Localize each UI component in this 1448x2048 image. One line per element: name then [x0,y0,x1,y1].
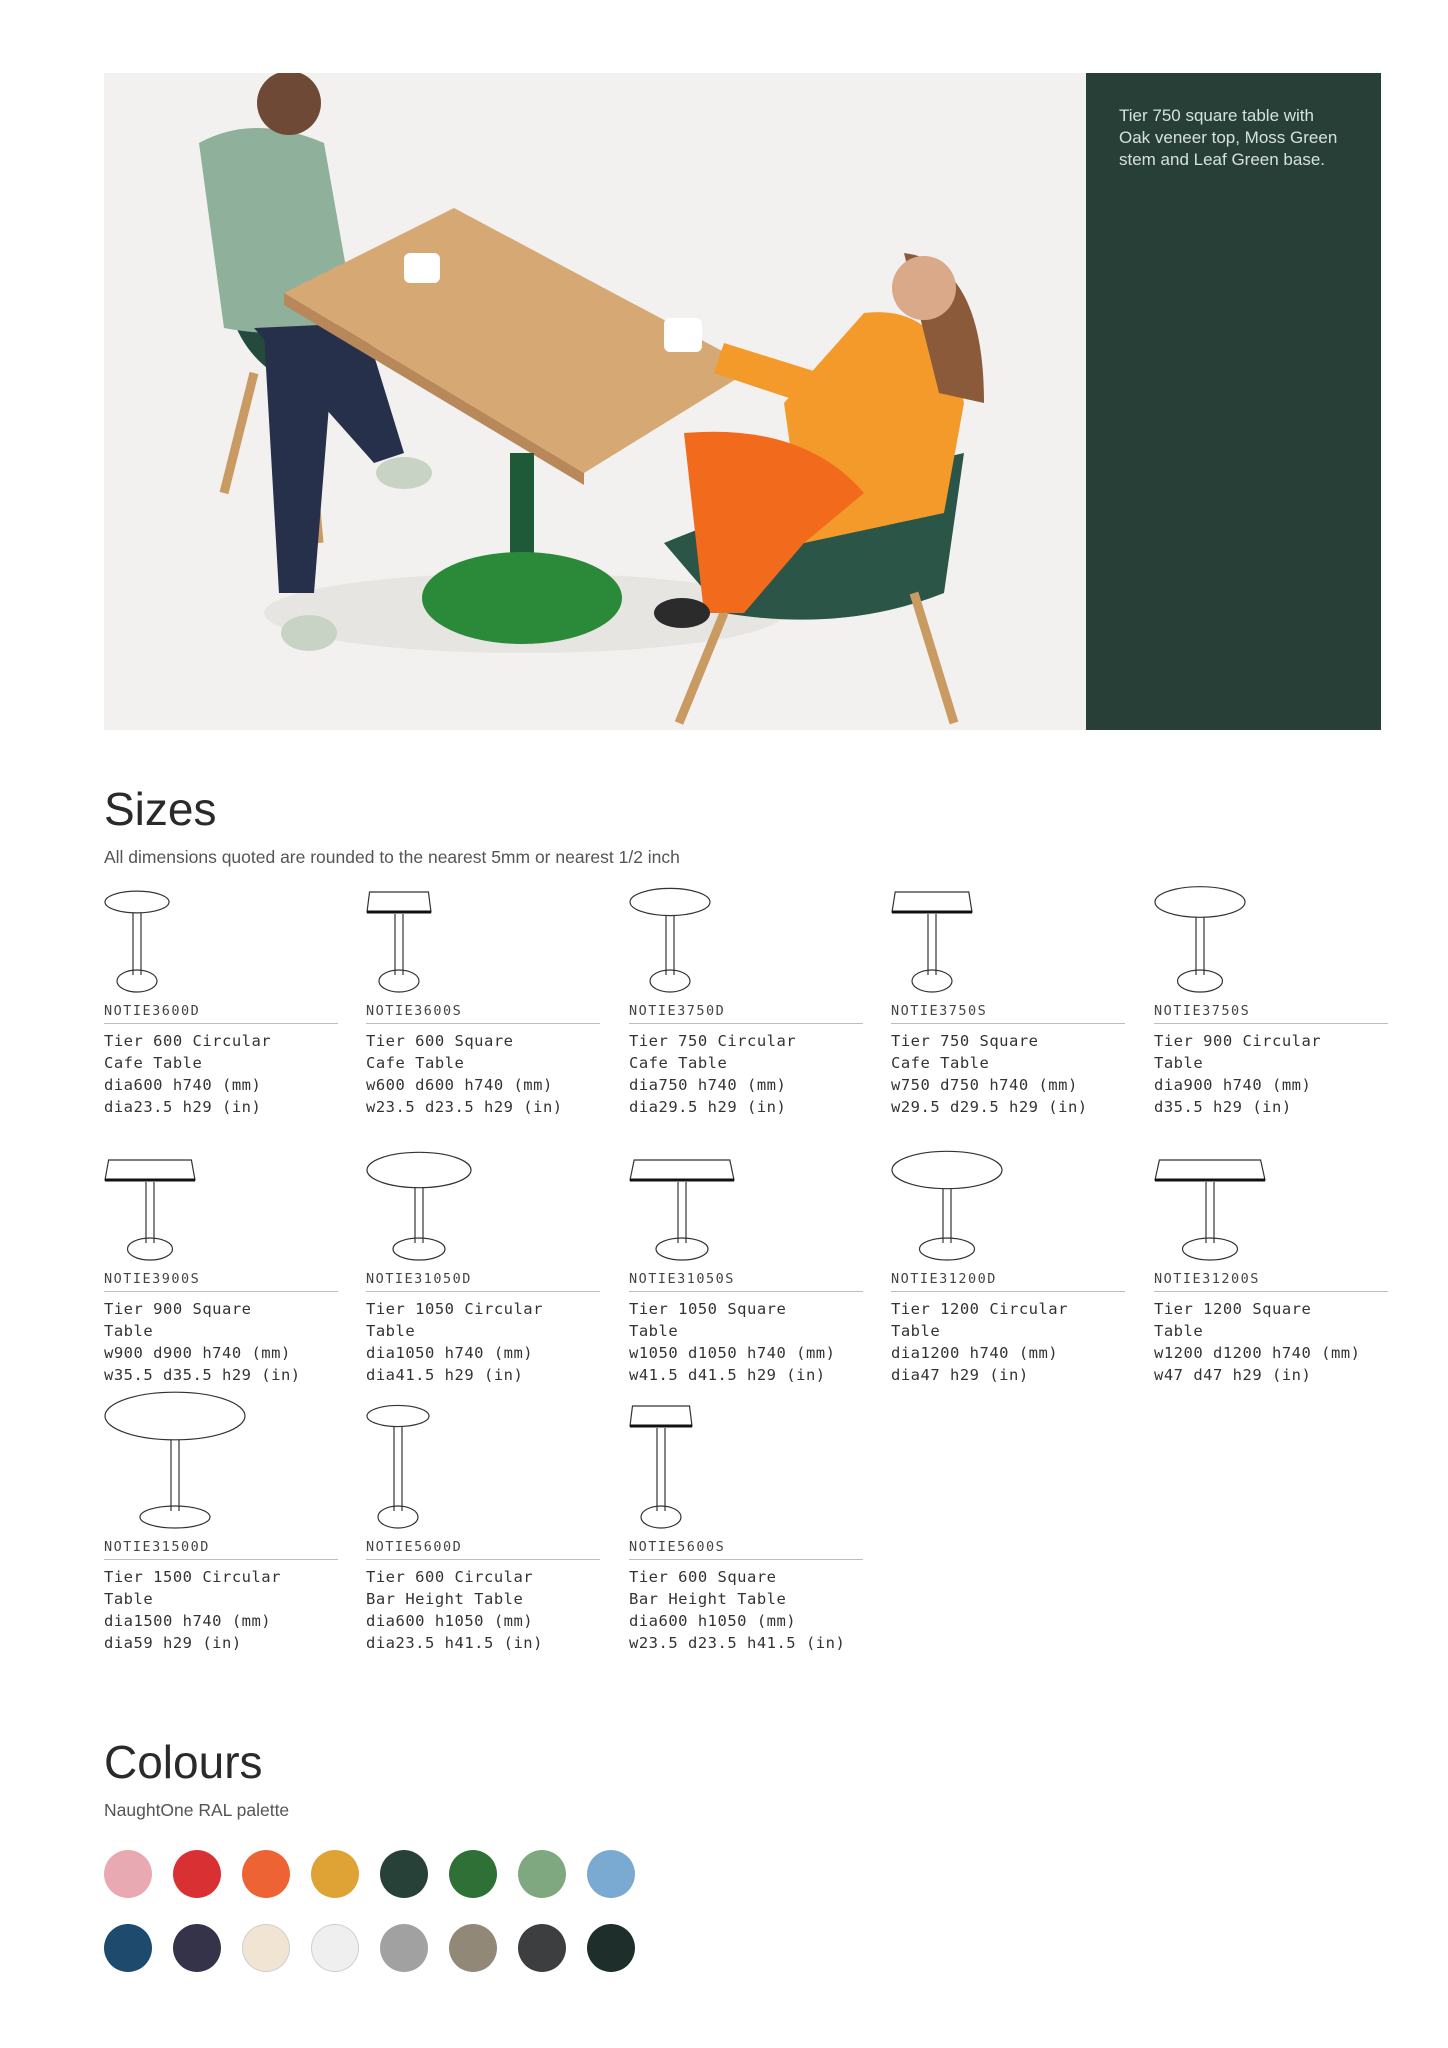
product-code: NOTIE3750S [1154,1003,1388,1024]
table-base-outline [1183,1238,1238,1260]
product-description [1154,1298,1394,1386]
table-base-outline [378,1506,418,1528]
table-base-outline [117,970,157,992]
product-spec-line: Tier 1050 Circular [366,1300,543,1318]
product-spec-line: w750 d750 h740 (mm) [891,1076,1078,1094]
circular-table-drawing [366,1158,566,1263]
colour-swatch [311,1850,359,1898]
product-description [366,1030,606,1118]
colour-swatch [173,1924,221,1972]
colour-swatch [104,1850,152,1898]
product-spec-line: Cafe Table [104,1054,203,1072]
product-spec-line: Table [891,1322,941,1340]
hero-photo [104,73,1086,730]
product-spec-line: dia600 h740 (mm) [104,1076,262,1094]
colours-title: Colours [104,1736,263,1788]
product-code: NOTIE3750D [629,1003,863,1024]
square-table-drawing [629,1404,829,1531]
product-code: NOTIE3600S [366,1003,600,1024]
product-spec-line: dia900 h740 (mm) [1154,1076,1312,1094]
product-code: NOTIE31200D [891,1271,1125,1292]
table-base-outline [641,1506,681,1528]
product-spec-line: Tier 1200 Circular [891,1300,1068,1318]
colour-swatch [518,1850,566,1898]
table-top-outline [1155,887,1245,918]
product-spec-line: w23.5 d23.5 h41.5 (in) [629,1634,846,1652]
hero-caption: Tier 750 square table with Oak veneer top, Moss Green stem and Leaf Green base. [1119,106,1338,169]
product-description [891,1030,1131,1118]
product-code: NOTIE3900S [104,1271,338,1292]
product-description [104,1030,344,1118]
product-description [629,1298,869,1386]
table-top-outline [105,891,169,913]
table-top-outline [367,1405,429,1426]
colour-swatch [380,1850,428,1898]
product-spec-line: w29.5 d29.5 h29 (in) [891,1098,1088,1116]
colour-swatch [449,1924,497,1972]
product-code: NOTIE3750S [891,1003,1125,1024]
table-base-outline [379,970,419,992]
product-code: NOTIE3600D [104,1003,338,1024]
product-spec-line: dia23.5 h29 (in) [104,1098,262,1116]
product-description [629,1030,869,1118]
circular-table-drawing [629,890,829,995]
table-top-outline [105,1160,195,1180]
product-description [1154,1030,1394,1118]
product-code: NOTIE31500D [104,1539,338,1560]
table-top-outline [367,1152,471,1187]
table-base-outline [1178,970,1223,992]
hero [104,73,1381,730]
product-spec-line: Tier 900 Square [104,1300,252,1318]
colour-swatch [518,1924,566,1972]
product-spec-line: Tier 750 Circular [629,1032,797,1050]
table-top-outline [105,1392,245,1440]
colour-swatch [242,1924,290,1972]
table-top-outline [892,1151,1002,1188]
table-base-outline [650,970,690,992]
square-table-drawing [629,1158,829,1263]
product-code: NOTIE5600D [366,1539,600,1560]
product-spec-line: Table [104,1590,154,1608]
circular-table-drawing [366,1404,566,1531]
product-description [104,1298,344,1386]
product-spec-line: Table [1154,1322,1204,1340]
product-spec-line: Table [1154,1054,1204,1072]
colour-swatch [380,1924,428,1972]
product-spec-line: Tier 600 Square [366,1032,514,1050]
product-code: NOTIE31200S [1154,1271,1388,1292]
product-spec-line: Table [629,1322,679,1340]
circular-table-drawing [891,1158,1091,1263]
colour-swatch [173,1850,221,1898]
square-table-drawing [1154,1158,1354,1263]
product-spec-line: Cafe Table [629,1054,728,1072]
colour-swatch [587,1924,635,1972]
product-spec-line: Tier 600 Circular [366,1568,534,1586]
product-spec-line: w23.5 d23.5 h29 (in) [366,1098,563,1116]
product-spec-line: dia600 h1050 (mm) [629,1612,797,1630]
product-spec-line: dia1200 h740 (mm) [891,1344,1059,1362]
product-description [891,1298,1131,1386]
product-spec-line: dia750 h740 (mm) [629,1076,787,1094]
colour-swatch [311,1924,359,1972]
cafe-scene-illustration [104,73,1086,730]
product-spec-line: dia47 h29 (in) [891,1366,1029,1384]
product-spec-line: w35.5 d35.5 h29 (in) [104,1366,301,1384]
product-description [366,1298,606,1386]
product-spec-line: w1200 d1200 h740 (mm) [1154,1344,1361,1362]
table-base-outline [128,1238,173,1260]
product-spec-line: Bar Height Table [629,1590,787,1608]
table-top-outline [1155,1160,1265,1180]
product-spec-line: Tier 1500 Circular [104,1568,281,1586]
product-spec-line: w41.5 d41.5 h29 (in) [629,1366,826,1384]
square-table-drawing [891,890,1091,995]
table-top-outline [630,1160,734,1180]
product-spec-line: w900 d900 h740 (mm) [104,1344,291,1362]
product-spec-line: dia59 h29 (in) [104,1634,242,1652]
product-spec-line: dia1500 h740 (mm) [104,1612,272,1630]
product-spec-line: dia23.5 h41.5 (in) [366,1634,543,1652]
product-description [629,1566,869,1654]
product-spec-line: Table [104,1322,154,1340]
product-description [104,1566,344,1654]
product-spec-line: Bar Height Table [366,1590,524,1608]
product-spec-line: w47 d47 h29 (in) [1154,1366,1312,1384]
product-spec-line: dia29.5 h29 (in) [629,1098,787,1116]
table-base-outline [912,970,952,992]
table-top-outline [892,892,972,912]
colour-swatch [242,1850,290,1898]
product-spec-line: Tier 1200 Square [1154,1300,1312,1318]
product-spec-line: dia600 h1050 (mm) [366,1612,534,1630]
table-top-outline [367,892,431,912]
sizes-subtitle: All dimensions quoted are rounded to the nearest 5mm or nearest 1/2 inch [104,847,680,867]
product-code: NOTIE31050D [366,1271,600,1292]
product-spec-line: Tier 1050 Square [629,1300,787,1318]
colour-swatch [449,1850,497,1898]
product-spec-line: Table [366,1322,416,1340]
product-spec-line: Tier 750 Square [891,1032,1039,1050]
colours-subtitle: NaughtOne RAL palette [104,1800,290,1820]
product-spec-line: Tier 600 Square [629,1568,777,1586]
table-top-outline [630,888,710,915]
product-description [366,1566,606,1654]
table-base-outline [393,1238,445,1260]
table-base-outline [140,1506,210,1528]
product-spec-line: w600 d600 h740 (mm) [366,1076,553,1094]
product-spec-line: Tier 600 Circular [104,1032,272,1050]
caption-panel [1086,73,1381,730]
circular-table-drawing [1154,890,1354,995]
square-table-drawing [104,1158,304,1263]
product-spec-line: Tier 900 Circular [1154,1032,1322,1050]
colour-swatch [587,1850,635,1898]
sizes-title: Sizes [104,783,217,835]
product-spec-line: dia41.5 h29 (in) [366,1366,524,1384]
product-spec-line: d35.5 h29 (in) [1154,1098,1292,1116]
product-code: NOTIE31050S [629,1271,863,1292]
square-table-drawing [366,890,566,995]
table-base-outline [656,1238,708,1260]
product-spec-line: dia1050 h740 (mm) [366,1344,534,1362]
table-base-outline [920,1238,975,1260]
circular-table-drawing [104,1404,304,1531]
product-spec-line: w1050 d1050 h740 (mm) [629,1344,836,1362]
circular-table-drawing [104,890,304,995]
colour-swatch [104,1924,152,1972]
product-spec-line: Cafe Table [891,1054,990,1072]
product-code: NOTIE5600S [629,1539,863,1560]
table-top-outline [630,1406,692,1426]
product-spec-line: Cafe Table [366,1054,465,1072]
